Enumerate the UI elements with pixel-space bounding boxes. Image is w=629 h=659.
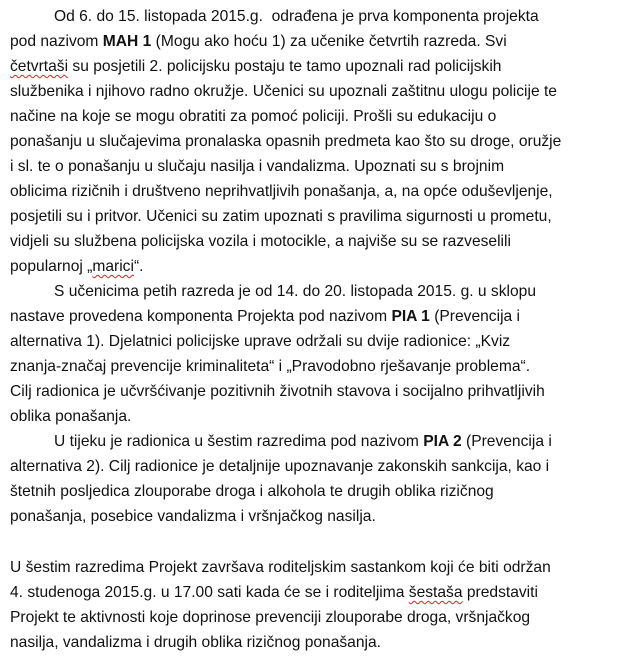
p1-text: su posjetili 2. policijsku postaju te tamo upoznali rad policijskih [72, 58, 502, 75]
project-name-pia2: PIA 2 [423, 433, 462, 450]
p1-text: popularnoj „ [10, 258, 93, 275]
p2-line-3: alternativa 1). Djelatnici policijske uprave održali su dvije radionice: „Kviz [10, 333, 511, 350]
p3-line-2: alternativa 2). Cilj radionice je detaljnije upoznavanje zakonskih sankcija, kao i [10, 458, 550, 475]
p1-text: (Mogu ako hoću 1) za učenike četvrtih razreda. Svi [155, 33, 507, 50]
p2-line-1: S učenicima petih razreda je od 14. do 20. listopada 2015. g. u sklopu [54, 283, 536, 300]
project-name-mah1: MAH 1 [102, 33, 152, 50]
p1-text: “. [133, 258, 144, 275]
p1-text: Od 6. do 15. listopada 2015.g. [54, 8, 263, 25]
p4-line-4: nasilja, vandalizma i drugih oblika rizičnog ponašanja. [10, 634, 381, 651]
p2-line-4: znanja-značaj prevencije kriminaliteta“ i „Pravodobno rješavanje problema“. [10, 358, 531, 375]
p1-line-3 [10, 55, 501, 79]
spellcheck-word[interactable]: četvrtaši [10, 58, 69, 75]
p1-text: odrađena je prva komponenta projekta [271, 8, 539, 25]
p1-line-10: vidjeli su službena policijska vozila i motocikle, a najviše su se razveselili [10, 233, 511, 250]
p1-line-5: načine na koje se mogu obratiti za pomoć policiji. Prošli su edukaciju o [10, 108, 497, 125]
p1-line-4: službenika i njihovo radno okružje. Učenici su upoznali zaštitnu ulogu policije te [10, 83, 557, 100]
p4-line-1: U šestim razredima Projekt završava roditeljskim sastankom koji će biti održan [10, 559, 551, 576]
p2-text: (Prevencija i [434, 308, 520, 325]
p4-text: 4. studenoga 2015.g. u 17.00 sati kada će se i roditeljima [10, 584, 405, 601]
p4-line-2 [10, 581, 538, 605]
p1-line-6: ponašanju u slučajevima pronalaska opasnih predmeta kao što su droge, oružje [10, 133, 562, 150]
p3-line-4: ponašanja, posebice vandalizma i vršnjačkog nasilja. [10, 508, 376, 525]
p3-text: U tijeku je radionica u šestim razredima pod nazivom [54, 433, 419, 450]
p1-line-7: i sl. te o ponašanju u slučaju nasilja i vandalizma. Upoznati su s brojnim [10, 158, 505, 175]
spellcheck-word[interactable]: šestaša [408, 584, 463, 601]
p3-line-1 [54, 430, 552, 454]
p1-line-9: posjetili su i pritvor. Učenici su zatim upoznati s pravilima sigurnosti u prometu, [10, 208, 552, 225]
p1-text: pod nazivom [10, 33, 99, 50]
p3-line-3: štetnih posljedica zlouporabe droga i alkohola te drugih oblika rizičnog [10, 483, 494, 500]
p2-line-6: oblika ponašanja. [10, 408, 132, 425]
p2-text: nastave provedena komponenta Projekta pod nazivom [10, 308, 388, 325]
p2-line-2 [10, 305, 520, 329]
p2-line-5: Cilj radionica je učvršćivanje pozitivnih životnih stavova i socijalno prihvatljivih [10, 383, 545, 400]
project-name-pia1: PIA 1 [391, 308, 430, 325]
p4-line-3: Projekt te aktivnosti koje doprinose prevenciji zlouporabe droga, vršnjačkog [10, 609, 531, 626]
p1-line-8: oblicima rizičnih i društveno neprihvatljivih ponašanja, a, na opće oduševljenje, [10, 183, 553, 200]
spellcheck-word[interactable]: marici [92, 258, 134, 275]
p1-line-2 [10, 30, 507, 54]
p1-line-11 [10, 255, 143, 279]
p4-text: predstaviti [466, 584, 538, 601]
p3-text: (Prevencija i [466, 433, 552, 450]
p1-line-1 [54, 5, 539, 29]
